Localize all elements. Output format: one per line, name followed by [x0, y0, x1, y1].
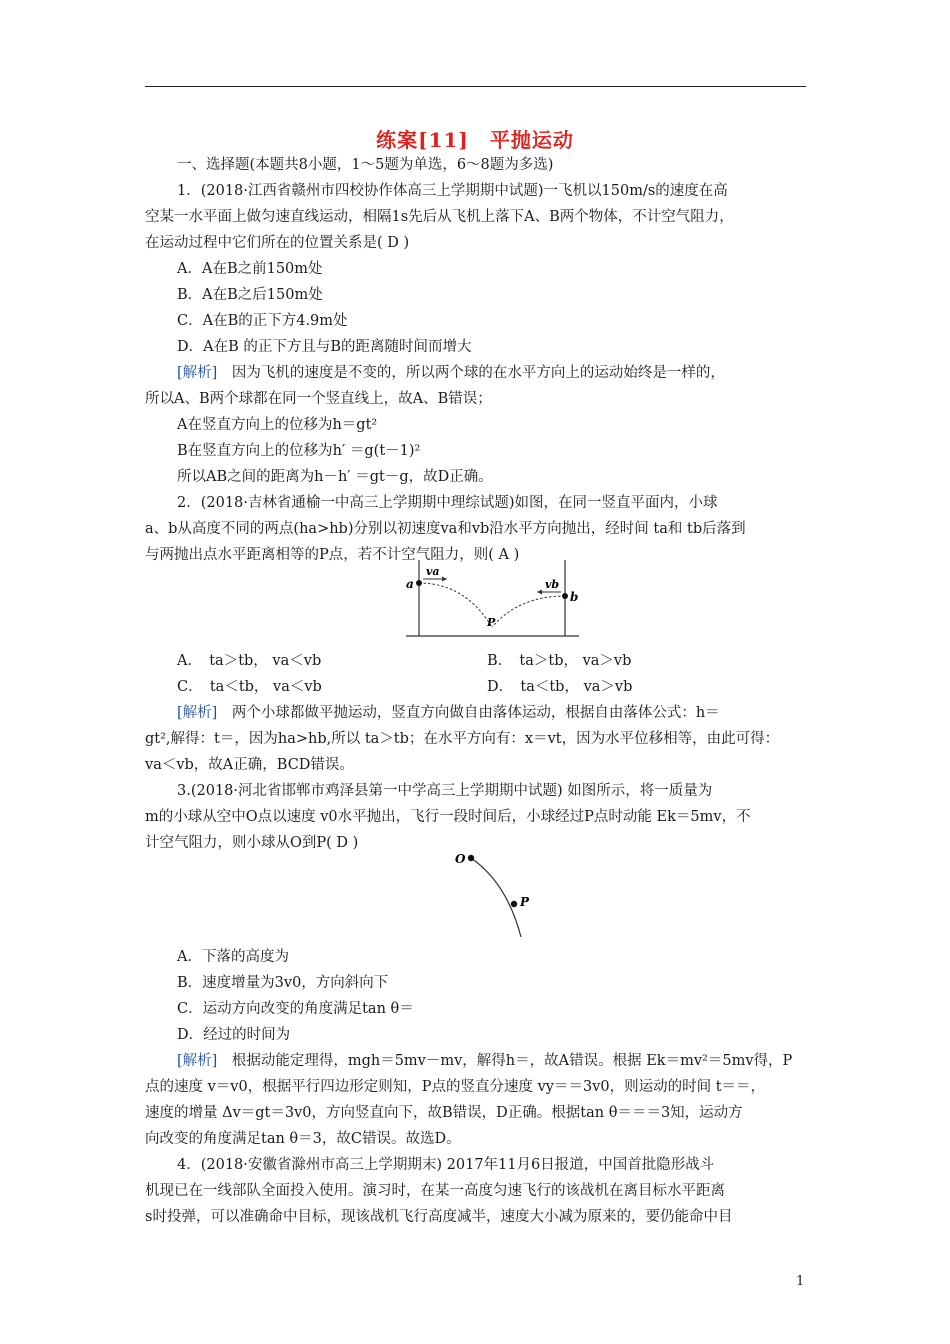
page-number: 1 [796, 1274, 805, 1289]
label-p: P [487, 616, 496, 629]
q1-stem-line: 空某一水平面上做匀速直线运动，相隔1s先后从飞机上落下A、B两个物体，不计空气阻力， [145, 209, 734, 225]
q4-stem-line: 机现已在一线部队全面投入使用。演习时，在某一高度匀速飞行的该战机在离目标水平距离 [145, 1183, 725, 1199]
q3-stem-line: 3.(2018·河北省邯郸市鸡泽县第一中学高三上学期期中试题) 如图所示，将一质量为 [177, 783, 713, 799]
q3-stem-line: m的小球从空中O点以速度 v0水平抛出，飞行一段时间后，小球经过P点时动能 Ek＝5mv，不 [145, 809, 751, 825]
q3-analysis-line: 向改变的角度满足tan θ＝3，故C错误。故选D。 [145, 1131, 461, 1147]
q2-option-a: A． ta＞tb， va＜vb [177, 653, 322, 669]
analysis-tag: [解析] [177, 705, 218, 721]
q4-stem-line: 4．(2018·安徽省滁州市高三上学期期末) 2017年11月6日报道，中国首批隐形战斗 [177, 1157, 715, 1173]
header-rule [145, 86, 806, 87]
q3-option-a: A．下落的高度为 [177, 949, 289, 965]
q1-option-b: B．A在B之后150m处 [177, 287, 323, 303]
q2-option-c: C． ta＜tb， va＜vb [177, 679, 322, 695]
ball-b [562, 593, 568, 599]
q3-option-c: C．运动方向改变的角度满足tan θ＝ [177, 1001, 414, 1017]
page-title: 练案[11] 平抛运动 [376, 128, 574, 152]
q3-option-d: D．经过的时间为 [177, 1027, 291, 1043]
label-b: b [570, 590, 579, 604]
q1-option-c: C．A在B的正下方4.9m处 [177, 313, 348, 329]
point-o [468, 855, 474, 861]
analysis-text: 两个小球都做平抛运动，竖直方向做自由落体运动，根据自由落体公式：h＝ [217, 705, 720, 721]
q2-analysis-line: va＜vb，故A正确，BCD错误。 [145, 757, 354, 773]
label-o: O [455, 852, 466, 866]
q3-option-b: B．速度增量为3v0，方向斜向下 [177, 975, 389, 991]
q1-analysis-line: A在竖直方向上的位移为h＝gt² [177, 417, 378, 433]
q2-figure [395, 556, 590, 642]
q3-analysis-line [177, 1051, 792, 1071]
q2-stem-line: 与两抛出点水平距离相等的P点，若不计空气阻力，则( A ) [145, 547, 520, 563]
analysis-text: 因为飞机的速度是不变的，所以两个球的在水平方向上的运动始终是一样的， [217, 365, 725, 381]
analysis-text: 根据动能定理得，mgh＝5mv－mv，解得h＝，故A错误。根据 Ek＝mv²＝5mv得，P [217, 1053, 793, 1069]
q2-stem-line: a、b从高度不同的两点(ha>hb)分别以初速度va和vb沿水平方向抛出，经时间 ta和 tb后落到 [145, 521, 746, 537]
label-va: va [426, 565, 440, 578]
label-vb: vb [545, 578, 560, 591]
arrow-vb [537, 590, 542, 595]
q1-analysis-line [177, 363, 725, 383]
analysis-tag: [解析] [177, 365, 218, 381]
point-p [511, 901, 517, 907]
q3-figure [445, 845, 545, 941]
q2-stem-line: 2．(2018·吉林省通榆一中高三上学期期中理综试题)如图，在同一竖直平面内，小球 [177, 495, 718, 511]
q1-analysis-line: 所以A、B两个球都在同一个竖直线上，故A、B错误； [145, 391, 492, 407]
q3-analysis-line: 速度的增量 Δv＝gt＝3v0，方向竖直向下，故B错误，D正确。根据tan θ＝＝＝3知，运动方 [145, 1105, 743, 1121]
q4-stem-line: s时投弹，可以准确命中目标，现该战机飞行高度减半，速度大小减为原来的，要仍能命中目 [145, 1209, 733, 1225]
label-p: P [520, 895, 530, 909]
q1-stem-line: 在运动过程中它们所在的位置关系是( D ) [145, 235, 410, 251]
arrow-va [442, 577, 447, 582]
label-a: a [406, 577, 414, 591]
q1-analysis-line: B在竖直方向上的位移为h′ ＝g(t－1)² [177, 443, 421, 459]
q2-option-b: B． ta＞tb， va＞vb [487, 653, 632, 669]
q3-stem-line: 计空气阻力，则小球从O到P( D ) [145, 835, 359, 851]
q2-option-d: D． ta＜tb， va＞vb [487, 679, 633, 695]
q1-option-a: A．A在B之前150m处 [177, 261, 323, 277]
ball-a [416, 580, 422, 586]
q3-analysis-line: 点的速度 v＝v0，根据平行四边形定则知，P点的竖直分速度 vy＝＝3v0，则运动的时间 t＝＝， [145, 1079, 766, 1095]
q1-analysis-line: 所以AB之间的距离为h－h′ ＝gt－g，故D正确。 [177, 469, 493, 485]
q2-analysis-line [177, 703, 720, 723]
q1-stem-line: 1．(2018·江西省赣州市四校协作体高三上学期期中试题)一飞机以150m/s的速度在高 [177, 183, 728, 199]
q2-analysis-line: gt²,解得：t＝，因为ha>hb,所以 ta＞tb；在水平方向有：x＝vt，因为水平位移相等，由此可得： [145, 731, 780, 747]
analysis-tag: [解析] [177, 1053, 218, 1069]
q1-option-d: D．A在B 的正下方且与B的距离随时间而增大 [177, 339, 472, 355]
section-heading: 一、选择题(本题共8小题，1～5题为单选，6～8题为多选) [177, 157, 554, 173]
